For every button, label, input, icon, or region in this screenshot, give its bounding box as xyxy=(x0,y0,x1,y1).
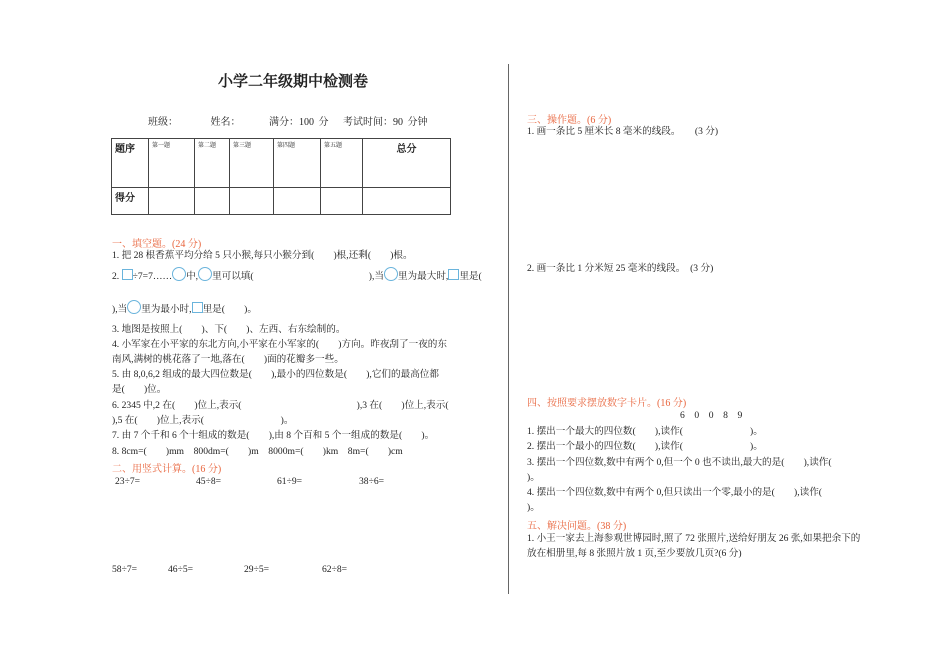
s4-q3-line2: )。 xyxy=(527,472,540,483)
s4-q2: 2. 摆出一个最小的四位数( ),读作( )。 xyxy=(527,441,763,452)
calc-item: 62÷8= xyxy=(322,564,348,575)
s1-q2-part: 里可以填( ),当 xyxy=(212,271,384,282)
section1-heading: 一、填空题。(24 分) xyxy=(112,239,202,250)
circle-blank-icon xyxy=(384,267,398,281)
calc-item: 45÷8= xyxy=(196,476,222,487)
s3-q2: 2. 画一条比 1 分米短 25 毫米的线段。 (3 分) xyxy=(527,263,714,274)
name-label: 姓名： xyxy=(210,117,241,128)
circle-blank-icon xyxy=(127,300,141,314)
section2-heading: 二、用竖式计算。(16 分) xyxy=(112,464,222,475)
col-total: 总分 xyxy=(363,139,451,188)
s5-q1-line1: 1. 小王一家去上海参观世博园时,照了 72 张照片,送给好朋友 26 张,如果把余下的 xyxy=(527,533,861,544)
row-header-score: 得分 xyxy=(112,188,149,215)
score-cell[interactable] xyxy=(274,188,321,215)
score-cell[interactable] xyxy=(321,188,363,215)
exam-time: 考试时间：90 分钟 xyxy=(343,117,428,128)
digit-cards: 6 0 0 8 9 xyxy=(680,410,743,421)
square-blank-icon xyxy=(448,269,459,280)
col-q5: 第五题 xyxy=(321,139,363,188)
s1-q1: 1. 把 28 根香蕉平均分给 5 只小猴,每只小猴分到( )根,还剩( )根。 xyxy=(112,250,413,261)
s3-q1: 1. 画一条比 5 厘米长 8 毫米的线段。 (3 分) xyxy=(527,126,719,137)
s1-q2-part: 中, xyxy=(186,271,199,282)
s4-q4-line2: )。 xyxy=(527,502,540,513)
s5-q1-line2: 放在相册里,每 8 张照片放 1 页,至少要放几页?(6 分) xyxy=(527,548,742,559)
s1-q2-part: 里是( )。 xyxy=(202,304,257,315)
s1-q5-line2: 是( )位。 xyxy=(112,384,167,395)
s1-q2-part: ),当 xyxy=(112,304,128,315)
s1-q7: 7. 由 7 个千和 6 个十组成的数是( ),由 8 个百和 5 个一组成的数是( )。 xyxy=(112,430,435,441)
s1-q2-line1 xyxy=(112,267,482,283)
row-header-order: 题序 xyxy=(112,139,149,188)
score-table xyxy=(111,138,451,215)
s1-q8: 8. 8cm=( )mm 800dm=( )m 8000m=( )km 8m=( )cm xyxy=(112,446,403,457)
s1-q2-line2 xyxy=(112,300,257,316)
col-q2: 第二题 xyxy=(195,139,230,188)
circle-blank-icon xyxy=(198,267,212,281)
section4-heading: 四、按照要求摆放数字卡片。(16 分) xyxy=(527,398,687,409)
s1-q6-line2: ),5 在( )位上,表示( )。 xyxy=(112,415,294,426)
page-title: 小学二年级期中检测卷 xyxy=(218,72,369,90)
calc-item: 29÷5= xyxy=(244,564,270,575)
circle-blank-icon xyxy=(172,267,186,281)
calc-item: 23÷7= xyxy=(115,476,141,487)
score-cell[interactable] xyxy=(195,188,230,215)
s4-q3-line1: 3. 摆出一个四位数,数中有两个 0,但一个 0 也不读出,最大的是( ),读作( xyxy=(527,457,832,468)
s1-q2-part: 里为最小时, xyxy=(141,304,192,315)
s4-q1: 1. 摆出一个最大的四位数( ),读作( )。 xyxy=(527,426,763,437)
calc-item: 46÷5= xyxy=(168,564,194,575)
square-blank-icon xyxy=(122,269,133,280)
calc-item: 38÷6= xyxy=(359,476,385,487)
column-divider xyxy=(508,64,509,594)
s1-q2-part: 里为最大时, xyxy=(397,271,449,282)
exam-info xyxy=(148,113,446,128)
s1-q2-part: 里是( xyxy=(459,271,482,282)
class-label: 班级： xyxy=(148,117,178,128)
section3-heading: 三、操作题。(6 分) xyxy=(527,115,612,126)
s1-q2-part: 2. xyxy=(112,271,122,282)
score-cell[interactable] xyxy=(363,188,451,215)
s1-q4-line1: 4. 小军家在小平家的东北方向,小平家在小军家的( )方向。昨夜刮了一夜的东 xyxy=(112,339,447,350)
score-cell[interactable] xyxy=(149,188,195,215)
full-score: 满分：100 分 xyxy=(269,117,329,128)
s1-q3: 3. 地图是按照上( )、下( )、左西、右东绘制的。 xyxy=(112,324,346,335)
s1-q4-line2: 南风,满树的桃花落了一地,落在( )面的花瓣多一些。 xyxy=(112,354,344,365)
col-q1: 第一题 xyxy=(149,139,195,188)
calc-item: 61÷9= xyxy=(277,476,303,487)
square-blank-icon xyxy=(192,302,203,313)
s1-q6-line1: 6. 2345 中,2 在( )位上,表示( ),3 在( )位上,表示( xyxy=(112,400,449,411)
section5-heading: 五、解决问题。(38 分) xyxy=(527,521,627,532)
score-cell[interactable] xyxy=(230,188,274,215)
calc-item: 58÷7= xyxy=(112,564,138,575)
col-q4: 第四题 xyxy=(274,139,321,188)
s4-q4-line1: 4. 摆出一个四位数,数中有两个 0,但只读出一个零,最小的是( ),读作( xyxy=(527,487,822,498)
s1-q5-line1: 5. 由 8,0,6,2 组成的最大四位数是( ),最小的四位数是( ),它们的最高位都 xyxy=(112,369,439,380)
s1-q2-part: ÷7=7…… xyxy=(132,271,173,282)
col-q3: 第三题 xyxy=(230,139,274,188)
